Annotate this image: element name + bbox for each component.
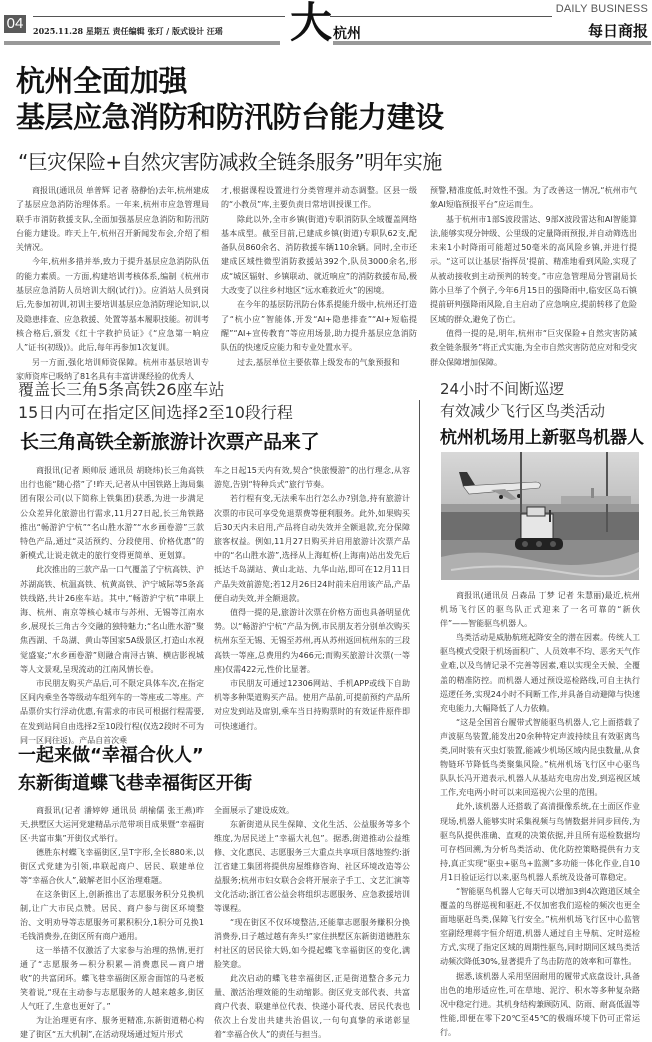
- lead-column-1: [16, 184, 209, 384]
- rail-column-2: [214, 464, 410, 734]
- lead-subtitle: “巨灾保险+自然灾害防减救全链条服务”明年实施: [18, 150, 442, 174]
- paragraph: “现在街区不仅环境整洁,还能靠志愿服务赚积分换消费券,日子越过越有奔头!”家住拱墅区东新街道德胜东村社区的居民徐大妈,如今提起蝶飞幸福街区的变化,满脸笑意。: [214, 918, 410, 969]
- paragraph: 鸟类活动是威胁航班起降安全的潜在因素。传统人工驱鸟模式受限于机场面积广、人员效率不均、恶劣天气作业难,以及鸟情记录不完善等因素,难以实现全天候、全覆盖的精准防控。而机器人通过预设巡检路线,可自主执行巡逻任务,实现24小时不间断工作,并具备自动避障与快速充电能力,大幅降低了人力依赖。: [440, 633, 640, 713]
- happy-column-1: [20, 804, 204, 1042]
- paragraph: 今年,杭州多措并举,致力于提升基层应急消防队伍的能力素质。一方面,构建培训考核体系,编制《杭州市基层应急消防人员培训大纲(试行)》。应消站人员到岗后,先参加初训,初训主要培训基层应急消防理论知识,以及隐患排查、应急救援、处置等基本履职技能。初训考核合格后,颁发《红十字救护员证》《“应急第一响应人”证书(初级)》。此后,每年再参加1次复训。: [16, 257, 209, 353]
- paragraph: 过去,基层单位主要依靠上级发布的气象预报和: [237, 357, 400, 367]
- airport-robot-photo: [441, 452, 639, 580]
- lead-column-2: [221, 184, 417, 370]
- section-name: 杭州: [333, 26, 361, 42]
- lead-title-line2: 基层应急消防和防汛防台能力建设: [16, 100, 444, 134]
- section-logo-glyph: 大: [290, 0, 333, 47]
- robot-body: [440, 589, 640, 1040]
- paragraph: 商报讯(通讯员 吕森品 丁梦 记者 朱慧丽)最近,杭州机场飞行区的驱鸟队正式迎来了一名可靠的“新伙伴”——智能驱鸟机器人。: [440, 591, 640, 629]
- header-rule-right: [330, 16, 552, 17]
- paragraph: 德胜东村蝶飞幸福街区,呈T字形,全长880米,以街区式党建为引领,串联起商户、居民、联建单位等“幸福合伙人”,破解老旧小区治理难题。: [20, 848, 204, 885]
- paragraph: 若行程有变,无法乘车出行怎么办?别急,持有旅游计次票的市民可享受免退票费等便利服务。此外,如果购买后30天内未启用,产品将自动失效并全额退款,充分保障旅客权益。例如,11月27日购买并启用旅游计次票产品中的“名山胜水游”,选择从上海虹桥(上海南)站出发先后抵达千岛湖站、黄山北站、九华山站,即可在12月11日产品失效前游览;若12月26日24时前未启用该产品,产品便自动失效,并全额退款。: [214, 494, 410, 603]
- paragraph: 值得一提的是,明年,杭州市“巨灾保险+自然灾害防减救全链条服务”将正式实施,为全市自然灾害防范应对和受灾群众保障增加保障。: [430, 328, 637, 367]
- paragraph: 在这条街区上,创新推出了志愿服务积分兑换机制,让广大市民点赞。居民、商户参与街区环境整治、文明劝导等志愿服务可累积积分,1积分可兑换1毛钱消费券,在街区所有商户通用。: [20, 890, 204, 941]
- paragraph: 为让治理更有序、服务更精准,东新街道精心构建了街区“五大机制”,在活动现场通过短片形式: [20, 1016, 204, 1039]
- paragraph: 在今年的基层防汛防台体系提能升级中,杭州还打造了“杭小应”智能体,开发“AI+隐患排查”“AI+短临提醒”“AI+宣传教育”等应用场景,助力提升基层应急消防队伍的快速反应能力和专业处置水平。: [221, 300, 417, 353]
- happy-title-line2: 东新街道蝶飞巷幸福街区开街: [18, 773, 252, 794]
- paragraph: 除此以外,全市乡镇(街道)专职消防队全域覆盖网络基本成型。截至目前,已建成乡镇(街道)专职队62支,配备队员860余名、消防救援车辆110余辆。同时,全市还建成区域性微型消防救援站392个,队员3000余名,形成“城区辐射、乡镇联动、就近响应”的消防救援布局,极大改变了以往乡村地区“远水难救近火”的困境。: [221, 214, 417, 296]
- dateline: 2025.11.28 星期五 责任编辑 张玎 / 版式设计 汪瑶: [33, 26, 223, 36]
- paragraph: 商报讯(记者 潘婷婷 通讯员 胡榆儒 张王燕)昨天,拱墅区大运河党建精品示范带项目成果暨“幸福街区·共富市集”开街仪式举行。: [20, 806, 204, 843]
- airport-robot-photo-image: [441, 452, 639, 580]
- robot-subhead-line2: 有效减少飞行区鸟类活动: [440, 402, 606, 420]
- header-bar-left: [4, 41, 280, 45]
- rail-title: 长三角高铁全新旅游计次票产品来了: [20, 431, 320, 453]
- happy-title-line1: 一起来做“幸福合伙人”: [18, 745, 204, 766]
- paragraph: 基于杭州市1部S波段雷达、9部X波段雷达和AI智能算法,能够实现分钟级、公里级的定量降雨预报,并自动筛选出未来1小时降雨可能超过50毫米的高风险乡镇,并进行提示。“这可以让基层‘指挥员’提前、精准地看到风险,实现了从被动接收到主动预判的转变。”市应急管理局分管副局长陈小旦举了个例子,今年6月15日的强降雨中,临安区岛石镇提前研判强降雨风险,自主启动了应急响应,提前转移了危险区域的群众,避免了伤亡。: [430, 214, 637, 324]
- paragraph: 才,根据课程设置进行分类管理并动态调整。区县一级的“小教员”库,主要负责日常培训授课工作。: [221, 186, 417, 210]
- paragraph: 车之日起15天内有效,契合“快旅慢游”的出行理念,从容游览,告别“特种兵式”旅行节奏。: [214, 466, 410, 490]
- paragraph: 此外,该机器人还搭载了高清摄像系统,在土面区作业现场,机器人能够实时采集视频与鸟情数据并同步回传,为驱鸟队提供准确、直观的决策依据,并且所有巡检数据均可存档回溯,为分析鸟类活动、优化防控策略提供有力支持,真正实现“驱虫+驱鸟+监测”多功能一体化作业,自10月1日验证运行以来,驱鸟机器人系统及设备可靠稳定。: [440, 802, 640, 882]
- page-number: 04: [4, 15, 26, 33]
- paragraph: “这是全国首台履带式智能驱鸟机器人,它上面搭载了声波驱鸟装置,能发出20余种特定声波持续且有效驱离鸟类,同时装有灭虫灯装置,能减少机场区域内昆虫数量,从食物链环节降低鸟类聚集风险。”杭州机场飞行区中心驱鸟队队长冯开道表示,机器人从基站充电房出发,到巡视区域工作,充电两小时可以来回巡视六公里的范围。: [440, 717, 640, 798]
- paragraph: 市民朋友购买产品后,可不限定具体车次,在指定区间内乘坐各等级动车组列车的一等座或二等座。产品票价实行浮动优惠,有需求的市民可根据行程需要,在发到站间自由选择2至10段行程(仅选2段时不可为同一区间往返)。产品自首次乘: [20, 679, 204, 745]
- paragraph: 此次推出的三款产品一口气覆盖了宁杭高铁、沪苏湖高铁、杭温高铁、杭黄高铁、沪宁城际等5条高铁线路,共计26座车站。其中,“畅游沪宁杭”串联上海、杭州、南京等核心城市与苏州、无锡等江南水乡,展现长三角古今交融的独特魅力;“名山胜水游”聚焦西湖、千岛湖、黄山等国家5A级景区,打造山水视觉盛宴;“水乡画卷游”则融合南浔古镇、横店影视城等人文景观,呈现流动的江南风情长卷。: [20, 565, 204, 674]
- paragraph: 东新街道从民生保障、文化生活、公益服务等多个维度,为居民送上“幸福大礼包”。据悉,街道推动公益维修、文化惠民、志愿服务三大重点共享项目落地签约:浙江省建工集团将提供房屋维修咨询、社区环境改造等公益服务;杭州市妇女联合会将开展亲子手工、文艺汇演等文化活动;浙江省公益会将组织志愿服务、应急救援培训等课程。: [214, 820, 410, 913]
- paragraph: 预警,精准度低,时效性不强。为了改善这一情况,“杭州市气象AI短临预报平台”应运而生。: [430, 186, 637, 210]
- paragraph: 商报讯(记者 顾帅辰 通讯员 胡晓炜)长三角高铁出行也能“随心搭”了!昨天,记者从中国铁路上海局集团有限公司(以下简称上铁集团)获悉,为进一步满足公众差异化旅游出行需求,11月27日起,长三角铁路推出“畅游沪宁杭”“名山胜水游”“水乡画卷游”三款特色产品,通过“灵活预约、分段使用、价格优惠”的新模式,让说走就走的旅行变得更简单、更划算。: [20, 466, 204, 561]
- header-bar-right: [333, 41, 651, 45]
- robot-subhead-line1: 24小时不间断巡逻: [440, 380, 565, 398]
- paragraph: 全面展示了建设成效。: [214, 806, 294, 815]
- rail-subhead-line2: 15日内可在指定区间选择2至10段行程: [18, 403, 293, 422]
- paper-name-cn: 每日商报: [587, 22, 648, 40]
- header-rule-left: [33, 16, 285, 17]
- paragraph: 这一举措不仅激活了大家参与治理的热情,更打通了“志愿服务—积分积累—消费惠民—商户增收”的共富闭环。蝶飞巷幸福街区原舍面馆的马老板笑着说,“现在主动参与志愿服务的人越来越多,街区人气旺了,生意也更好了。”: [20, 946, 204, 1011]
- paragraph: 市民朋友可通过12306网站、手机APP或线下自助机等多种渠道购买产品。使用产品前,可提前预约产品所对应发到站及席别,乘车当日持购票时的有效证件原件即可快速通行。: [214, 679, 410, 731]
- paragraph: 商报讯(通讯员 单普辉 记者 骆静怡)去年,杭州建成了基层应急消防治理体系。一年来,杭州市应急管理局联手市消防救援支队,全面加强基层应急消防和防汛防台能力建设。昨天上午,杭州召开新闻发布会,介绍了相关情况。: [16, 186, 209, 253]
- lead-title-line1: 杭州全面加强: [16, 64, 188, 98]
- rail-column-1: [20, 464, 204, 748]
- happy-column-2: [214, 804, 410, 1042]
- paragraph: 据悉,该机器人采用坚固耐用的履带式底盘设计,具备出色的地形适应性,可在草地、泥泞、积水等多种复杂路况中稳定行进。其机身结构兼顾防风、防雨、耐高低温等性能,即便在零下20℃至45℃的极端环境下仍可正常运行。: [440, 971, 640, 1037]
- rail-subhead-line1: 覆盖长三角5条高铁26座车站: [18, 380, 225, 399]
- robot-title: 杭州机场用上新驱鸟机器人: [440, 428, 644, 448]
- masthead: [0, 0, 652, 48]
- paragraph: 值得一提的是,旅游计次票在价格方面也具备明显优势。以“畅游沪宁杭”产品为例,市民朋友若分别单次购买杭州东至无锡、无锡至苏州,再从苏州返回杭州东的三段高铁一等座,总费用约为466元;而购买旅游计次票(一等座)仅需422元,性价比显著。: [214, 608, 410, 674]
- paragraph: 另一方面,强化培训师资保障。杭州市基层培训专家师资库已吸纳了81名具有丰富讲课经验的优秀人: [16, 357, 209, 381]
- paragraph: 此次启动的蝶飞巷幸福街区,正是街道整合多元力量、激活治理效能的生动缩影。街区党支部代表、共富商户代表、联建单位代表、快递小哥代表、居民代表也依次上台发出共建共治倡议,一句句真挚的承诺彰显着“幸福合伙人”的责任与担当。: [214, 974, 410, 1039]
- lead-column-3: [430, 184, 637, 370]
- column-divider: [419, 400, 420, 1010]
- paper-name-en: DAILY BUSINESS: [555, 3, 648, 15]
- paragraph: “智能驱鸟机器人它每天可以增加3到4次跑道区域全覆盖的鸟群巡视和驱赶,不仅加密我们巡检的频次也更全面地驱赶鸟类,保障飞行安全。”杭州机场飞行区中心监管室副经理蒋宇恒介绍道,机器人通过自主导航、定时巡检方式,实现了指定区域的周期性驱鸟,同时期同区域鸟类活动频次降低30%,显著提升了鸟击防范的效率和可靠性。: [440, 886, 640, 967]
